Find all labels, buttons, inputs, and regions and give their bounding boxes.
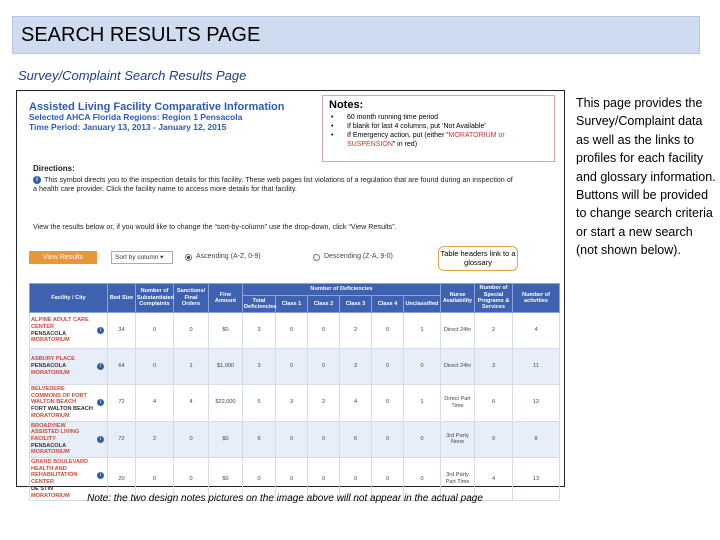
table-cell: 4 <box>136 385 174 422</box>
ascending-radio[interactable] <box>185 254 192 261</box>
inspection-details-icon[interactable]: i <box>97 472 104 479</box>
table-cell: 6 <box>340 421 372 458</box>
table-cell: 3 <box>340 349 372 385</box>
table-cell: 0 <box>404 421 441 458</box>
table-cell: Direct 24hr <box>441 349 475 385</box>
facility-name-link[interactable]: BELVEDERE COMMONS OF FORT WALTON BEACH <box>31 386 87 406</box>
table-cell: $0 <box>209 421 243 458</box>
descending-label: Descending (Z-A, 9-0) <box>324 253 393 260</box>
facility-cell <box>30 385 108 422</box>
table-cell: 3 <box>475 349 513 385</box>
header-class-1[interactable]: Class 1 <box>276 296 308 313</box>
table-cell: Direct Part Time <box>441 385 475 422</box>
facility-cell <box>30 421 108 458</box>
sort-instructions: View the results below or, if you would like to change the “sort-by-column” use the drop-down, click “View Results”. <box>33 222 397 231</box>
view-results-button[interactable]: View Results <box>29 251 97 264</box>
table-cell: 5 <box>243 385 276 422</box>
table-cell: 0 <box>404 458 441 501</box>
facility-status: MORATORIUM <box>31 337 70 344</box>
header-complaints[interactable]: Number of Substantiated Complaints <box>136 284 174 313</box>
table-cell: 3rd Party None <box>441 421 475 458</box>
table-cell: 0 <box>308 458 340 501</box>
table-cell: 0 <box>174 421 209 458</box>
info-icon: i <box>33 176 41 184</box>
table-cell: 0 <box>174 458 209 501</box>
ascending-label: Ascending (A-Z, 0-9) <box>196 253 261 260</box>
sort-column-select[interactable]: Sort by column ▾ <box>111 251 173 264</box>
facility-status: MORATORIUM <box>31 412 70 419</box>
table-row <box>30 349 560 385</box>
inspection-details-icon[interactable]: i <box>97 399 104 406</box>
table-cell: 0 <box>308 349 340 385</box>
directions <box>33 164 513 194</box>
table-cell: 3 <box>243 313 276 349</box>
table-cell: 0 <box>276 313 308 349</box>
slide-subtitle: Survey/Complaint Search Results Page <box>18 68 247 83</box>
table-cell: 1 <box>404 313 441 349</box>
table-cell: 4 <box>475 458 513 501</box>
table-cell: 3rd Party Part Time <box>441 458 475 501</box>
table-cell: 0 <box>372 458 404 501</box>
table-cell: 0 <box>276 349 308 385</box>
table-cell: 0 <box>136 349 174 385</box>
facility-name-link[interactable]: ALPINE ADULT CARE CENTER <box>31 317 89 330</box>
facility-cell <box>30 349 108 385</box>
header-total-deficiencies[interactable]: Total Deficiencies <box>243 296 276 313</box>
table-cell: 20 <box>108 458 136 501</box>
table-cell: 4 <box>513 313 560 349</box>
table-cell: 0 <box>136 458 174 501</box>
table-row <box>30 421 560 458</box>
table-cell: 0 <box>372 421 404 458</box>
facility-city: DE STIN <box>31 485 54 492</box>
glossary-callout: Table headers link to a glossary <box>438 246 518 271</box>
selected-region: Selected AHCA Florida Regions: Region 1 Pensacola <box>29 112 243 123</box>
header-unclassified[interactable]: Unclassified <box>404 296 441 313</box>
results-title: Assisted Living Facility Comparative Information <box>29 101 285 113</box>
design-notes-box <box>322 95 555 162</box>
table-cell: 0 <box>276 458 308 501</box>
table-cell: 72 <box>108 385 136 422</box>
table-cell: 0 <box>404 349 441 385</box>
header-bed-size[interactable]: Bed Size <box>108 284 136 313</box>
table-cell: $1,000 <box>209 349 243 385</box>
table-cell: 9 <box>475 421 513 458</box>
facility-name-link[interactable]: BROADVIEW ASSISTED LIVING FACILITY <box>31 422 80 442</box>
facility-city: PENSACOLA <box>31 363 67 370</box>
descending-radio[interactable] <box>313 254 320 261</box>
results-header <box>29 101 285 132</box>
table-cell: 2 <box>340 313 372 349</box>
table-cell: 0 <box>308 313 340 349</box>
facility-status: MORATORIUM <box>31 492 70 499</box>
header-sanctions[interactable]: Sanctions/ Final Orders <box>174 284 209 313</box>
facility-city: PENSACOLA <box>31 442 67 449</box>
table-cell: 0 <box>372 385 404 422</box>
header-deficiencies-group[interactable]: Number of Deficiencies <box>243 284 441 296</box>
table-cell: 8 <box>513 421 560 458</box>
chevron-down-icon: ▾ <box>160 254 164 261</box>
facility-name-link[interactable]: ASBURY PLACE <box>31 356 75 363</box>
table-cell: 11 <box>513 349 560 385</box>
header-fine-amount[interactable]: Fine Amount <box>209 284 243 313</box>
table-cell: 72 <box>108 421 136 458</box>
table-cell: 0 <box>340 458 372 501</box>
header-special-programs[interactable]: Number of Special Programs & Services <box>475 284 513 313</box>
notes-title: Notes: <box>329 99 364 111</box>
facility-cell <box>30 313 108 349</box>
header-facility[interactable]: Facility / City <box>30 284 108 313</box>
directions-text: i This symbol directs you to the inspection details for this facility. These web pages list violations of a regulation that are found during an inspection of a health care provider. Click the facility name to access more details for that facility. <box>33 174 513 194</box>
time-period: Time Period: January 13, 2013 - January 12, 2015 <box>29 121 227 132</box>
table-cell: 2 <box>475 313 513 349</box>
table-cell: 0 <box>174 313 209 349</box>
table-cell: $0 <box>209 458 243 501</box>
header-class-2[interactable]: Class 2 <box>308 296 340 313</box>
table-cell: 6 <box>243 421 276 458</box>
table-cell: 13 <box>513 458 560 501</box>
table-cell: 0 <box>276 421 308 458</box>
table-cell: 64 <box>108 349 136 385</box>
header-class-4[interactable]: Class 4 <box>372 296 404 313</box>
note-item: • If blank for last 4 columns, put ‘Not Available’ <box>331 123 486 131</box>
directions-title: Directions: <box>33 164 75 173</box>
slide-title: SEARCH RESULTS PAGE <box>12 16 700 54</box>
facility-status: MORATORIUM <box>31 449 70 456</box>
inspection-details-icon[interactable]: i <box>97 327 104 334</box>
facility-status: MORATORIUM <box>31 369 70 376</box>
table-cell: $0 <box>209 313 243 349</box>
facility-city: FORT WALTON BEACH <box>31 406 93 413</box>
table-cell: 0 <box>372 349 404 385</box>
header-nurse-availability[interactable]: Nurse Availability <box>441 284 475 313</box>
table-cell: 3 <box>243 349 276 385</box>
table-row <box>30 385 560 422</box>
table-cell: 4 <box>174 385 209 422</box>
table-row <box>30 313 560 349</box>
table-cell: 1 <box>174 349 209 385</box>
table-cell: 12 <box>513 385 560 422</box>
inspection-details-icon[interactable]: i <box>97 436 104 443</box>
table-cell: 0 <box>308 421 340 458</box>
header-class-3[interactable]: Class 3 <box>340 296 372 313</box>
table-cell: 3 <box>276 385 308 422</box>
table-cell: 0 <box>243 458 276 501</box>
table-cell: 6 <box>475 385 513 422</box>
results-table <box>29 283 560 501</box>
description-text: This page provides the Survey/Complaint data as well as the links to profiles for each facility and glossary information. Buttons will be provided to change search criteria or start a new search (not shown below). <box>576 96 716 257</box>
note-item: • If Emergency action, put (either “MORATORIUM or SUSPENSION” in red) <box>331 132 505 149</box>
facility-name-link[interactable]: GRAND BOULEVARD HEALTH AND REHABILITATION CENTER <box>31 459 89 486</box>
table-cell: 0 <box>372 313 404 349</box>
table-cell: 2 <box>136 421 174 458</box>
table-cell: Direct 24hr <box>441 313 475 349</box>
facility-city: PENSACOLA <box>31 330 67 337</box>
table-cell: 34 <box>108 313 136 349</box>
table-cell: 4 <box>340 385 372 422</box>
inspection-details-icon[interactable]: i <box>97 363 104 370</box>
footnote: Note: the two design notes pictures on the image above will not appear in the actual page <box>87 493 483 504</box>
table-cell: 0 <box>136 313 174 349</box>
table-cell: 1 <box>404 385 441 422</box>
table-cell: 2 <box>308 385 340 422</box>
header-activities[interactable]: Number of activities <box>513 284 560 313</box>
note-item: • 60 month running time period <box>331 114 439 121</box>
table-cell: $22,000 <box>209 385 243 422</box>
